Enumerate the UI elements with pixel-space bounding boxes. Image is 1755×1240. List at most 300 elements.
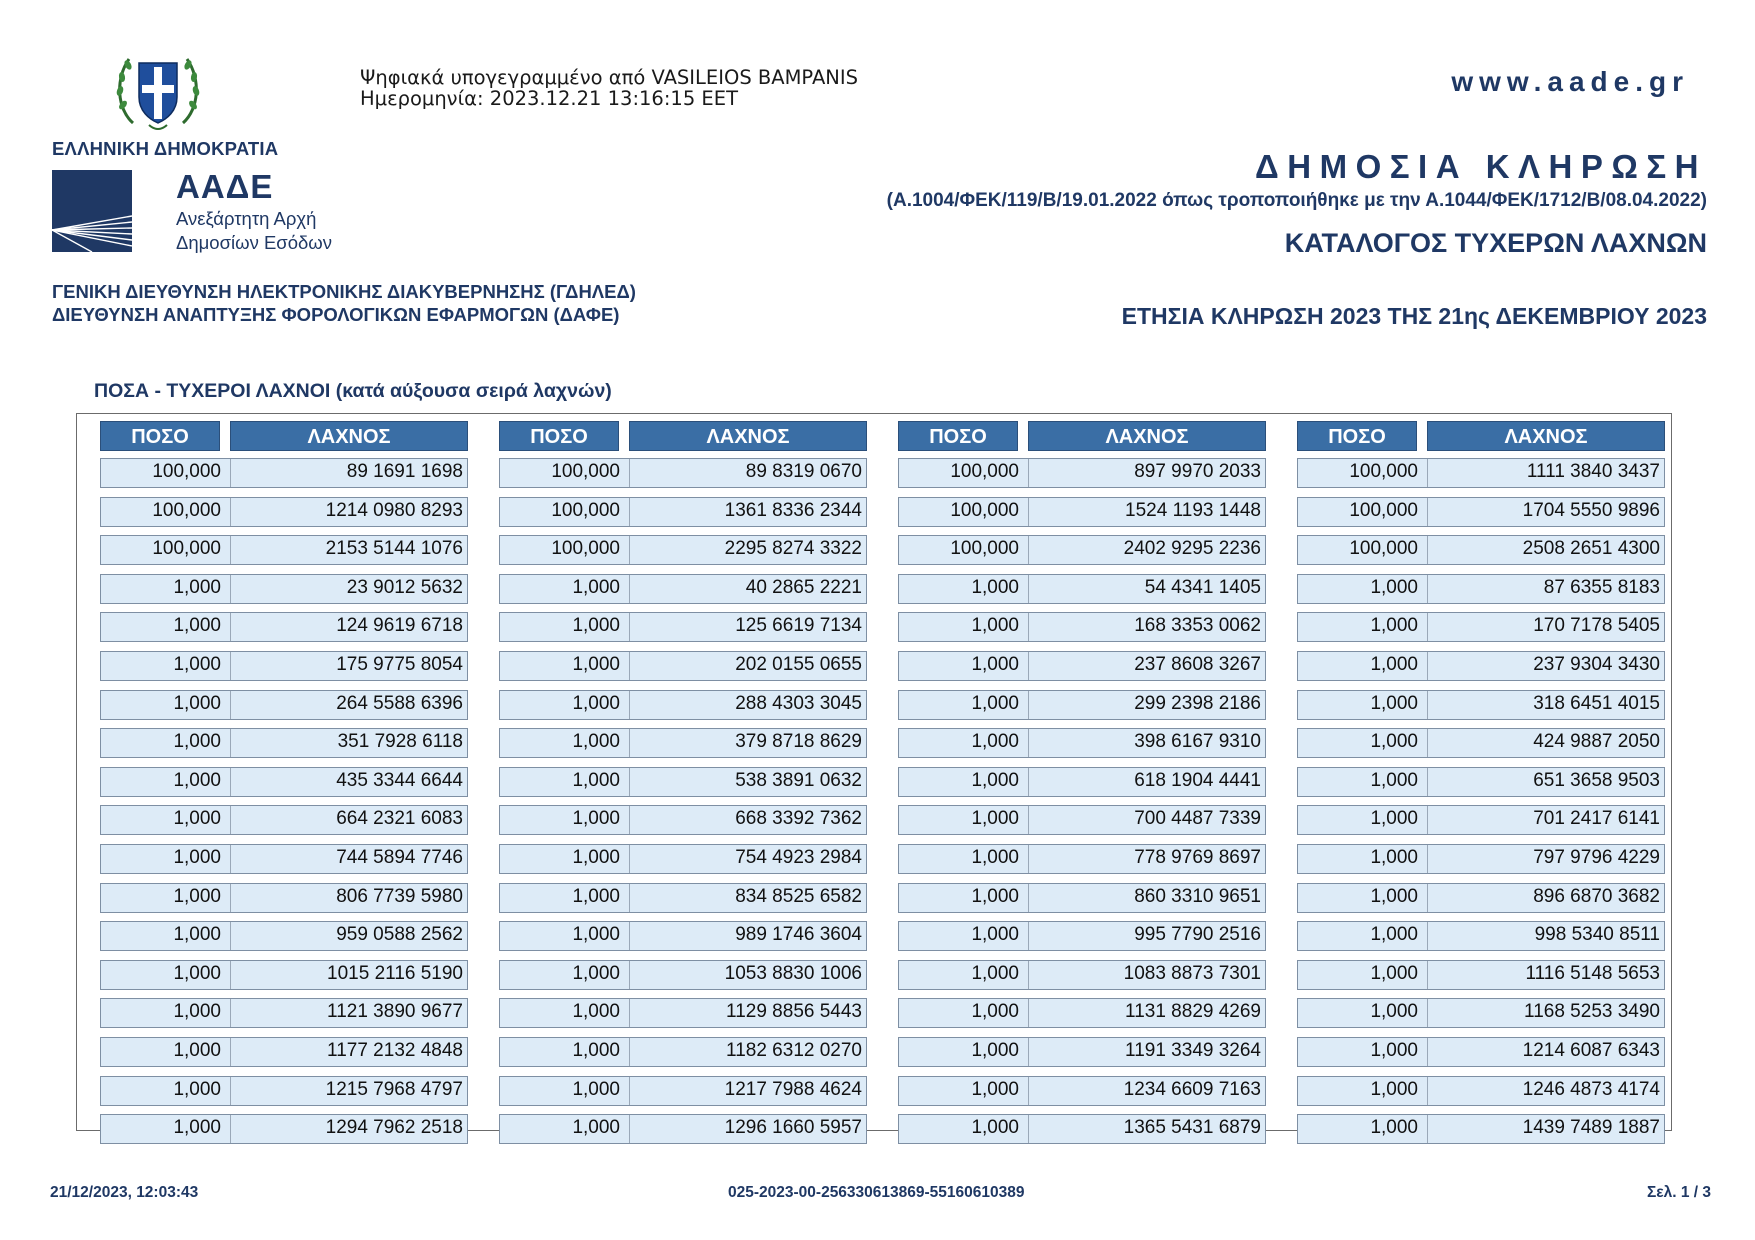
cell-divider (1028, 1077, 1029, 1105)
table-row (1297, 574, 1665, 604)
cell-divider (1427, 1115, 1428, 1143)
table-row (100, 805, 468, 835)
amount-cell: 1,000 (173, 731, 221, 753)
table-row (898, 767, 1266, 797)
cell-divider (230, 1115, 231, 1143)
cell-divider (1427, 536, 1428, 564)
cell-divider (230, 884, 231, 912)
ticket-cell: 1191 3349 3264 (1125, 1040, 1261, 1061)
table-row (898, 1037, 1266, 1067)
table-row (898, 1114, 1266, 1144)
table-row (1297, 998, 1665, 1028)
amount-cell: 1,000 (572, 1078, 620, 1100)
ticket-cell: 1121 3890 9677 (327, 1001, 463, 1023)
table-row (499, 998, 867, 1028)
amount-cell: 100,000 (152, 461, 221, 482)
ticket-cell: 806 7739 5980 (336, 885, 463, 907)
aade-logo-mark-icon (52, 170, 132, 252)
amount-cell: 1,000 (572, 924, 620, 946)
cell-divider (230, 652, 231, 680)
ticket-cell: 424 9887 2050 (1533, 731, 1660, 753)
column-header-ticket: ΛΑΧΝΟΣ (1028, 421, 1266, 451)
aade-logo (52, 170, 347, 254)
cell-divider (1028, 575, 1029, 603)
cell-divider (230, 806, 231, 834)
directorate: ΔΙΕΥΘΥΝΣΗ ΑΝΑΠΤΥΞΗΣ ΦΟΡΟΛΟΓΙΚΩΝ ΕΦΑΡΜΟΓΩΝ (ΔΑΦΕ) (52, 304, 620, 325)
ticket-cell: 1182 6312 0270 (726, 1040, 862, 1061)
cell-divider (1427, 884, 1428, 912)
cell-divider (230, 845, 231, 873)
column-header-amount: ΠΟΣΟ (898, 421, 1018, 451)
ticket-cell: 1015 2116 5190 (327, 962, 463, 984)
ticket-cell: 398 6167 9310 (1134, 731, 1261, 753)
ticket-cell: 435 3344 6644 (336, 769, 463, 791)
amount-cell: 1,000 (1370, 769, 1418, 791)
amount-cell: 1,000 (572, 1001, 620, 1023)
ticket-cell: 2402 9295 2236 (1123, 538, 1261, 560)
amount-cell: 1,000 (572, 731, 620, 753)
cell-divider (230, 729, 231, 757)
table-row (499, 458, 867, 488)
table-row (1297, 1037, 1665, 1067)
ticket-cell: 170 7178 5405 (1533, 615, 1660, 637)
ticket-cell: 40 2865 2221 (745, 576, 862, 598)
cell-divider (1427, 999, 1428, 1027)
ticket-cell: 668 3392 7362 (735, 808, 862, 830)
draw-title: ΕΤΗΣΙΑ ΚΛΗΡΩΣΗ 2023 ΤΗΣ 21ης ΔΕΚΕΜΒΡΙΟΥ 2023 (1121, 303, 1707, 329)
table-row (898, 998, 1266, 1028)
amount-cell: 1,000 (572, 962, 620, 984)
table-row (1297, 921, 1665, 951)
table-row (100, 767, 468, 797)
table-row (100, 728, 468, 758)
table-row (100, 690, 468, 720)
table-row (1297, 651, 1665, 681)
amount-cell: 100,000 (551, 499, 620, 521)
cell-divider (629, 691, 630, 719)
amount-cell: 1,000 (971, 654, 1019, 675)
table-header (1297, 421, 1665, 451)
ticket-cell: 237 8608 3267 (1134, 654, 1261, 675)
table-group (1297, 421, 1665, 1139)
ticket-cell: 995 7790 2516 (1134, 924, 1261, 946)
table-row (898, 690, 1266, 720)
ticket-cell: 1294 7962 2518 (325, 1117, 463, 1139)
cell-divider (1028, 729, 1029, 757)
cell-divider (1427, 691, 1428, 719)
amount-cell: 1,000 (1370, 962, 1418, 984)
ticket-cell: 664 2321 6083 (336, 808, 463, 830)
cell-divider (1427, 575, 1428, 603)
ticket-cell: 1214 0980 8293 (325, 499, 463, 521)
amount-cell: 100,000 (551, 538, 620, 560)
table-row (1297, 612, 1665, 642)
cell-divider (1028, 922, 1029, 950)
table-row (100, 458, 468, 488)
cell-divider (629, 575, 630, 603)
cell-divider (230, 536, 231, 564)
cell-divider (1028, 961, 1029, 989)
table-group (898, 421, 1266, 1139)
ticket-cell: 202 0155 0655 (735, 654, 862, 675)
cell-divider (1427, 1077, 1428, 1105)
table-row (1297, 1076, 1665, 1106)
amount-cell: 1,000 (1370, 847, 1418, 868)
amount-cell: 1,000 (971, 847, 1019, 868)
cell-divider (1427, 922, 1428, 950)
cell-divider (1028, 691, 1029, 719)
amount-cell: 1,000 (1370, 885, 1418, 907)
ticket-cell: 1177 2132 4848 (327, 1040, 463, 1061)
table-row (1297, 690, 1665, 720)
aade-subtitle-line2: Δημοσίων Εσόδων (176, 232, 332, 253)
ticket-cell: 1168 5253 3490 (1524, 1001, 1660, 1023)
table-row (898, 728, 1266, 758)
amount-cell: 1,000 (173, 885, 221, 907)
cell-divider (1427, 498, 1428, 526)
amount-cell: 100,000 (152, 538, 221, 560)
ticket-cell: 1116 5148 5653 (1525, 962, 1660, 984)
ticket-cell: 54 4341 1405 (1144, 576, 1261, 598)
table-row (1297, 767, 1665, 797)
cell-divider (629, 1115, 630, 1143)
amount-cell: 1,000 (572, 1040, 620, 1061)
table-row (898, 612, 1266, 642)
ticket-cell: 797 9796 4229 (1533, 847, 1660, 868)
amount-cell: 1,000 (173, 615, 221, 637)
amount-cell: 1,000 (1370, 692, 1418, 714)
ticket-cell: 1234 6609 7163 (1123, 1078, 1261, 1100)
table-row (898, 535, 1266, 565)
section-title: ΠΟΣΑ - ΤΥΧΕΡΟΙ ΛΑΧΝΟΙ (κατά αύξουσα σειρά λαχνών) (94, 380, 612, 402)
amount-cell: 1,000 (971, 576, 1019, 598)
table-group (499, 421, 867, 1139)
amount-cell: 1,000 (1370, 1078, 1418, 1100)
ticket-cell: 89 1691 1698 (346, 461, 463, 482)
cell-divider (1427, 652, 1428, 680)
column-header-ticket: ΛΑΧΝΟΣ (230, 421, 468, 451)
table-row (1297, 497, 1665, 527)
ticket-cell: 23 9012 5632 (346, 576, 463, 598)
amount-cell: 1,000 (971, 1040, 1019, 1061)
amount-cell: 1,000 (971, 692, 1019, 714)
amount-cell: 1,000 (971, 769, 1019, 791)
table-row (898, 1076, 1266, 1106)
column-header-amount: ΠΟΣΟ (100, 421, 220, 451)
ticket-cell: 125 6619 7134 (735, 615, 862, 637)
amount-cell: 1,000 (572, 1117, 620, 1139)
ticket-cell: 959 0588 2562 (336, 924, 463, 946)
cell-divider (629, 884, 630, 912)
amount-cell: 1,000 (572, 576, 620, 598)
table-row (499, 728, 867, 758)
greek-coat-of-arms-icon (113, 45, 203, 137)
ticket-cell: 998 5340 8511 (1534, 924, 1660, 946)
ticket-cell: 538 3891 0632 (735, 769, 862, 791)
table-row (1297, 728, 1665, 758)
amount-cell: 1,000 (173, 847, 221, 868)
legal-reference: (Α.1004/ΦΕΚ/119/Β/19.01.2022 όπως τροποποιήθηκε με την Α.1044/ΦΕΚ/1712/Β/08.04.2022) (886, 190, 1707, 211)
table-row (100, 612, 468, 642)
cell-divider (1028, 999, 1029, 1027)
cell-divider (1028, 459, 1029, 487)
cell-divider (1028, 845, 1029, 873)
ticket-cell: 351 7928 6118 (337, 731, 463, 753)
cell-divider (1427, 729, 1428, 757)
ticket-cell: 1053 8830 1006 (724, 962, 862, 984)
ticket-cell: 318 6451 4015 (1533, 692, 1660, 714)
ticket-cell: 778 9769 8697 (1134, 847, 1261, 868)
ticket-cell: 1524 1193 1448 (1125, 499, 1261, 521)
cell-divider (629, 536, 630, 564)
amount-cell: 1,000 (572, 692, 620, 714)
table-row (100, 921, 468, 951)
cell-divider (629, 498, 630, 526)
ticket-cell: 1439 7489 1887 (1522, 1117, 1660, 1139)
amount-cell: 100,000 (1349, 538, 1418, 560)
table-row (100, 960, 468, 990)
amount-cell: 100,000 (1349, 461, 1418, 482)
ticket-cell: 168 3353 0062 (1134, 615, 1261, 637)
ticket-cell: 1361 8336 2344 (724, 499, 862, 521)
table-row (100, 1114, 468, 1144)
table-row (100, 574, 468, 604)
page-title: ΔΗΜΟΣΙΑ ΚΛΗΡΩΣΗ (1255, 148, 1707, 185)
cell-divider (1427, 459, 1428, 487)
cell-divider (230, 1038, 231, 1066)
cell-divider (1028, 884, 1029, 912)
ticket-cell: 87 6355 8183 (1543, 576, 1660, 598)
table-row (100, 998, 468, 1028)
cell-divider (1028, 806, 1029, 834)
amount-cell: 1,000 (1370, 1001, 1418, 1023)
ticket-cell: 2508 2651 4300 (1522, 538, 1660, 560)
ticket-cell: 897 9970 2033 (1134, 461, 1261, 482)
amount-cell: 1,000 (1370, 654, 1418, 675)
table-row (898, 574, 1266, 604)
table-row (499, 612, 867, 642)
cell-divider (1028, 768, 1029, 796)
table-row (499, 497, 867, 527)
cell-divider (629, 613, 630, 641)
ticket-cell: 89 8319 0670 (745, 461, 862, 482)
amount-cell: 1,000 (1370, 615, 1418, 637)
directorate-general: ΓΕΝΙΚΗ ΔΙΕΥΘΥΝΣΗ ΗΛΕΚΤΡΟΝΙΚΗΣ ΔΙΑΚΥΒΕΡΝΗΣΗΣ (ΓΔΗΛΕΔ) (52, 281, 636, 302)
table-row (499, 883, 867, 913)
table-row (898, 458, 1266, 488)
ticket-cell: 1296 1660 5957 (724, 1117, 862, 1139)
amount-cell: 100,000 (551, 461, 620, 482)
table-row (499, 1037, 867, 1067)
ticket-cell: 237 9304 3430 (1533, 654, 1660, 675)
amount-cell: 1,000 (173, 962, 221, 984)
cell-divider (1028, 498, 1029, 526)
amount-cell: 100,000 (152, 499, 221, 521)
table-row (100, 535, 468, 565)
table-row (1297, 883, 1665, 913)
ticket-cell: 834 8525 6582 (735, 885, 862, 907)
ticket-cell: 2153 5144 1076 (325, 538, 463, 560)
table-row (898, 651, 1266, 681)
table-row (100, 651, 468, 681)
ticket-cell: 1111 3840 3437 (1526, 461, 1660, 482)
cell-divider (1427, 613, 1428, 641)
cell-divider (1427, 845, 1428, 873)
table-row (499, 767, 867, 797)
footer-timestamp: 21/12/2023, 12:03:43 (50, 1184, 199, 1201)
amount-cell: 1,000 (173, 769, 221, 791)
amount-cell: 1,000 (971, 808, 1019, 830)
amount-cell: 1,000 (1370, 924, 1418, 946)
amount-cell: 1,000 (971, 615, 1019, 637)
ticket-cell: 618 1904 4441 (1134, 769, 1261, 791)
column-header-ticket: ΛΑΧΝΟΣ (1427, 421, 1665, 451)
amount-cell: 100,000 (950, 499, 1019, 521)
amount-cell: 1,000 (1370, 1117, 1418, 1139)
table-row (100, 1076, 468, 1106)
cell-divider (629, 922, 630, 950)
cell-divider (1427, 768, 1428, 796)
table-row (499, 1076, 867, 1106)
table-row (499, 960, 867, 990)
amount-cell: 1,000 (971, 731, 1019, 753)
cell-divider (230, 691, 231, 719)
ticket-cell: 175 9775 8054 (336, 654, 463, 675)
cell-divider (230, 459, 231, 487)
ticket-cell: 1083 8873 7301 (1123, 962, 1261, 984)
amount-cell: 1,000 (173, 1040, 221, 1061)
ticket-cell: 1214 6087 6343 (1522, 1040, 1660, 1061)
amount-cell: 1,000 (1370, 808, 1418, 830)
cell-divider (1028, 1115, 1029, 1143)
cell-divider (230, 961, 231, 989)
table-row (1297, 458, 1665, 488)
amount-cell: 100,000 (950, 461, 1019, 482)
amount-cell: 1,000 (971, 962, 1019, 984)
table-row (1297, 1114, 1665, 1144)
amount-cell: 1,000 (173, 1117, 221, 1139)
amount-cell: 1,000 (572, 654, 620, 675)
column-header-amount: ΠΟΣΟ (1297, 421, 1417, 451)
table-row (1297, 844, 1665, 874)
table-row (100, 844, 468, 874)
ticket-cell: 124 9619 6718 (336, 615, 463, 637)
ticket-cell: 1131 8829 4269 (1125, 1001, 1261, 1023)
table-row (100, 883, 468, 913)
ticket-cell: 754 4923 2984 (735, 847, 862, 868)
amount-cell: 1,000 (173, 1078, 221, 1100)
amount-cell: 1,000 (173, 654, 221, 675)
amount-cell: 1,000 (971, 885, 1019, 907)
cell-divider (230, 498, 231, 526)
table-row (499, 535, 867, 565)
ticket-cell: 896 6870 3682 (1533, 885, 1660, 907)
cell-divider (230, 613, 231, 641)
table-row (898, 921, 1266, 951)
amount-cell: 1,000 (572, 885, 620, 907)
table-row (1297, 535, 1665, 565)
amount-cell: 1,000 (572, 615, 620, 637)
amount-cell: 1,000 (971, 1117, 1019, 1139)
amount-cell: 1,000 (572, 808, 620, 830)
cell-divider (230, 768, 231, 796)
signature-date: Ημερομηνία: 2023.12.21 13:16:15 EET (360, 87, 738, 110)
table-row (1297, 805, 1665, 835)
cell-divider (230, 999, 231, 1027)
cell-divider (629, 768, 630, 796)
amount-cell: 1,000 (173, 576, 221, 598)
cell-divider (230, 922, 231, 950)
table-row (499, 574, 867, 604)
amount-cell: 1,000 (173, 1001, 221, 1023)
ticket-cell: 379 8718 8629 (735, 731, 862, 753)
ticket-cell: 860 3310 9651 (1134, 885, 1261, 907)
table-row (1297, 960, 1665, 990)
amount-cell: 1,000 (1370, 576, 1418, 598)
cell-divider (1028, 1038, 1029, 1066)
signature-signer: Ψηφιακά υπογεγραμμένο από VASILEIOS BAMPANIS (360, 66, 859, 89)
ticket-cell: 1129 8856 5443 (726, 1001, 862, 1023)
table-row (898, 497, 1266, 527)
amount-cell: 1,000 (1370, 1040, 1418, 1061)
ticket-cell: 989 1746 3604 (735, 924, 862, 946)
table-row (499, 921, 867, 951)
cell-divider (1427, 1038, 1428, 1066)
amount-cell: 1,000 (971, 1078, 1019, 1100)
aade-subtitle-line1: Ανεξάρτητη Αρχή (176, 208, 317, 229)
amount-cell: 100,000 (1349, 499, 1418, 521)
table-header (499, 421, 867, 451)
table-row (898, 960, 1266, 990)
table-row (898, 883, 1266, 913)
cell-divider (1427, 961, 1428, 989)
amount-cell: 1,000 (173, 692, 221, 714)
ticket-cell: 1365 5431 6879 (1123, 1117, 1261, 1139)
cell-divider (629, 652, 630, 680)
ticket-cell: 1246 4873 4174 (1522, 1078, 1660, 1100)
column-header-ticket: ΛΑΧΝΟΣ (629, 421, 867, 451)
ticket-cell: 264 5588 6396 (336, 692, 463, 714)
ticket-cell: 1217 7988 4624 (724, 1078, 862, 1100)
table-row (100, 1037, 468, 1067)
site-url-link[interactable]: www.aade.gr (1451, 66, 1689, 97)
table-row (499, 844, 867, 874)
table-row (499, 651, 867, 681)
cell-divider (1028, 652, 1029, 680)
cell-divider (230, 575, 231, 603)
cell-divider (629, 729, 630, 757)
ticket-cell: 700 4487 7339 (1134, 808, 1261, 830)
aade-name: ΑΑΔΕ (176, 168, 274, 205)
amount-cell: 1,000 (971, 1001, 1019, 1023)
amount-cell: 1,000 (1370, 731, 1418, 753)
ticket-cell: 288 4303 3045 (735, 692, 862, 714)
ticket-cell: 299 2398 2186 (1134, 692, 1261, 714)
list-title: ΚΑΤΑΛΟΓΟΣ ΤΥΧΕΡΩΝ ΛΑΧΝΩΝ (1284, 228, 1707, 258)
column-header-amount: ΠΟΣΟ (499, 421, 619, 451)
amount-cell: 1,000 (572, 847, 620, 868)
ticket-cell: 1215 7968 4797 (325, 1078, 463, 1100)
table-row (499, 690, 867, 720)
footer-page-number: Σελ. 1 / 3 (1646, 1184, 1711, 1201)
table-header (100, 421, 468, 451)
republic-label: ΕΛΛΗΝΙΚΗ ΔΗΜΟΚΡΑΤΙΑ (52, 138, 279, 159)
table-row (499, 1114, 867, 1144)
table-header (898, 421, 1266, 451)
ticket-cell: 651 3658 9503 (1533, 769, 1660, 791)
cell-divider (629, 806, 630, 834)
ticket-cell: 2295 8274 3322 (724, 538, 862, 560)
